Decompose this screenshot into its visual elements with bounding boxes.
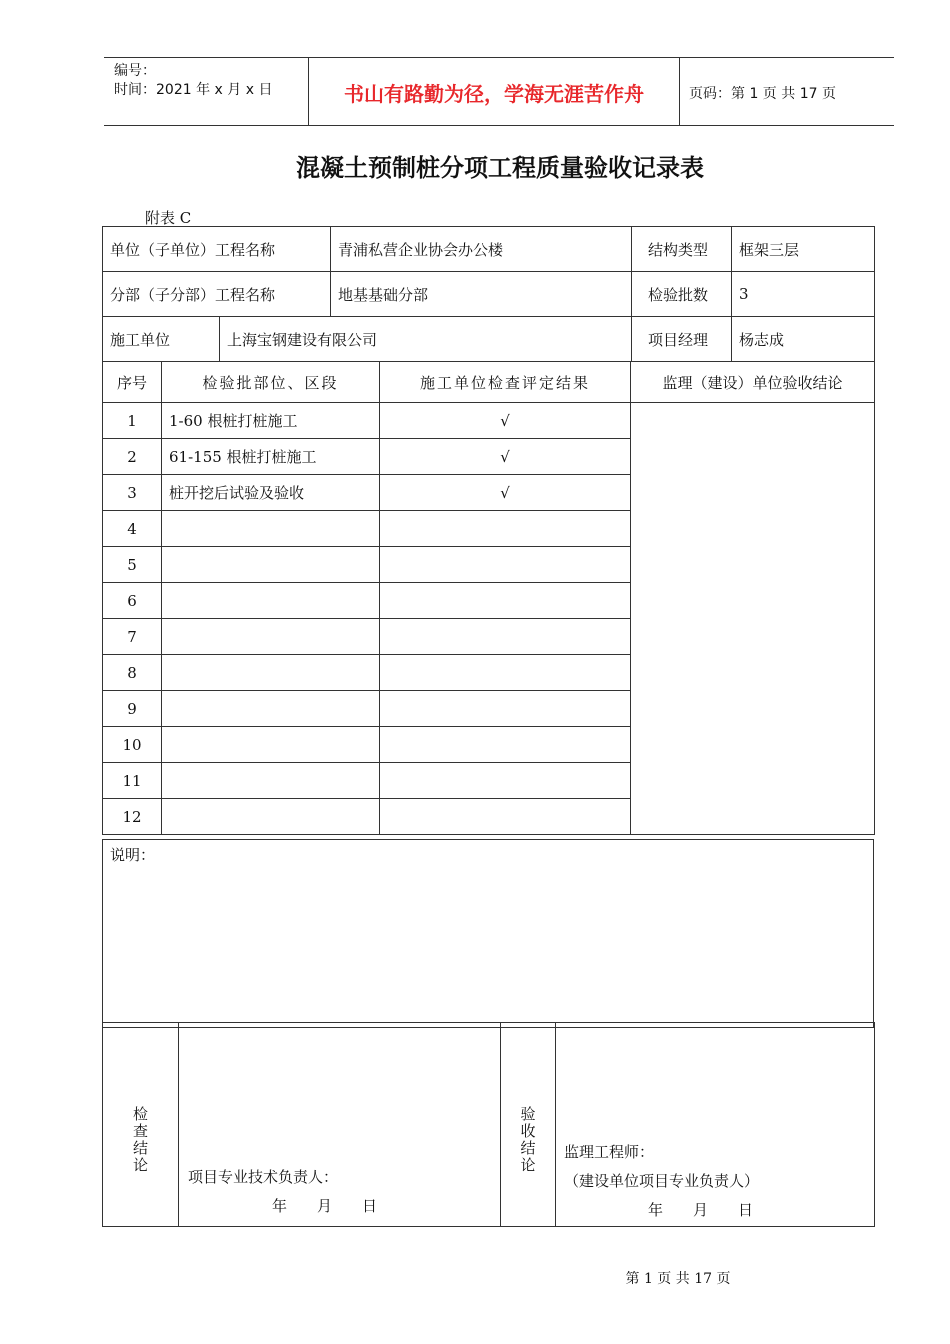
project-info-table <box>102 226 875 362</box>
table-row <box>103 403 875 439</box>
header-motto: 书山有路勤为径，学海无涯苦作舟 <box>344 82 644 106</box>
conclusion-table <box>102 1022 875 1227</box>
batch-count-value: 3 <box>732 272 875 317</box>
row-location: 1-60 根桩打桩施工 <box>162 403 380 439</box>
project-manager-label: 项目经理 <box>632 317 732 362</box>
row-number: 12 <box>103 799 162 835</box>
inspection-conclusion-cell <box>179 1023 501 1227</box>
inspection-batch-table <box>102 361 875 835</box>
row-result <box>380 619 631 655</box>
header-divider-right <box>679 57 680 125</box>
column-header-result: 施工单位检查评定结果 <box>380 362 631 403</box>
contractor-value: 上海宝钢建设有限公司 <box>220 317 632 362</box>
info-row-unit <box>103 227 875 272</box>
row-result <box>380 763 631 799</box>
column-header-conclusion: 监理（建设）单位验收结论 <box>631 362 875 403</box>
header-bottom-rule <box>104 125 894 126</box>
row-location <box>162 547 380 583</box>
row-number: 1 <box>103 403 162 439</box>
row-result: √ <box>380 403 631 439</box>
document-time: 时间：2021 年 x 月 x 日 <box>114 82 273 98</box>
row-number: 11 <box>103 763 162 799</box>
row-number: 2 <box>103 439 162 475</box>
row-location <box>162 619 380 655</box>
header-top-rule <box>104 57 894 58</box>
page-footer: 第 1 页 共 17 页 <box>625 1271 731 1287</box>
unit-name-value: 青浦私营企业协会办公楼 <box>331 227 632 272</box>
supervision-conclusion-cell <box>631 403 875 835</box>
row-result <box>380 583 631 619</box>
acceptance-conclusion-cell <box>556 1023 875 1227</box>
info-row-section <box>103 272 875 317</box>
document-number: 编号： <box>114 63 156 79</box>
row-location <box>162 799 380 835</box>
row-result <box>380 691 631 727</box>
row-location: 桩开挖后试验及验收 <box>162 475 380 511</box>
row-number: 5 <box>103 547 162 583</box>
section-name-value: 地基基础分部 <box>331 272 632 317</box>
header-page-number: 页码：第 1 页 共 17 页 <box>689 86 836 102</box>
row-number: 8 <box>103 655 162 691</box>
batch-count-label: 检验批数 <box>632 272 732 317</box>
acceptance-date: 年 月 日 <box>648 1201 754 1219</box>
column-header-location: 检验批部位、区段 <box>162 362 380 403</box>
row-number: 6 <box>103 583 162 619</box>
row-number: 9 <box>103 691 162 727</box>
row-location <box>162 691 380 727</box>
acceptance-conclusion-label-cell <box>501 1023 556 1227</box>
row-result: √ <box>380 475 631 511</box>
row-location <box>162 655 380 691</box>
technical-lead-signature-label: 项目专业技术负责人： <box>188 1168 339 1186</box>
inspection-conclusion-label: 检查结论 <box>131 1105 149 1174</box>
document-title: 混凝土预制桩分项工程质量验收记录表 <box>296 153 704 182</box>
info-row-contractor <box>103 317 875 362</box>
table-header-row <box>103 362 875 403</box>
owner-project-lead-label: （建设单位项目专业负责人） <box>564 1172 760 1190</box>
supervising-engineer-label: 监理工程师： <box>564 1143 655 1161</box>
inspection-date: 年 月 日 <box>272 1197 378 1215</box>
section-name-label: 分部（子分部）工程名称 <box>103 272 331 317</box>
row-number: 10 <box>103 727 162 763</box>
appendix-label: 附表 C <box>145 209 192 227</box>
row-location <box>162 583 380 619</box>
notes-cell <box>103 840 874 1028</box>
row-number: 7 <box>103 619 162 655</box>
project-manager-value: 杨志成 <box>732 317 875 362</box>
inspection-conclusion-label-cell <box>103 1023 179 1227</box>
row-result <box>380 511 631 547</box>
row-location <box>162 763 380 799</box>
row-result: √ <box>380 439 631 475</box>
notes-table <box>102 839 874 1028</box>
structure-type-label: 结构类型 <box>632 227 732 272</box>
row-result <box>380 799 631 835</box>
contractor-label: 施工单位 <box>103 317 220 362</box>
row-result <box>380 547 631 583</box>
acceptance-conclusion-label: 验收结论 <box>518 1105 537 1174</box>
unit-name-label: 单位（子单位）工程名称 <box>103 227 331 272</box>
row-location: 61-155 根桩打桩施工 <box>162 439 380 475</box>
row-number: 4 <box>103 511 162 547</box>
row-result <box>380 727 631 763</box>
column-header-no: 序号 <box>103 362 162 403</box>
row-number: 3 <box>103 475 162 511</box>
notes-label: 说明： <box>110 846 156 864</box>
row-result <box>380 655 631 691</box>
structure-type-value: 框架三层 <box>732 227 875 272</box>
row-location <box>162 511 380 547</box>
row-location <box>162 727 380 763</box>
